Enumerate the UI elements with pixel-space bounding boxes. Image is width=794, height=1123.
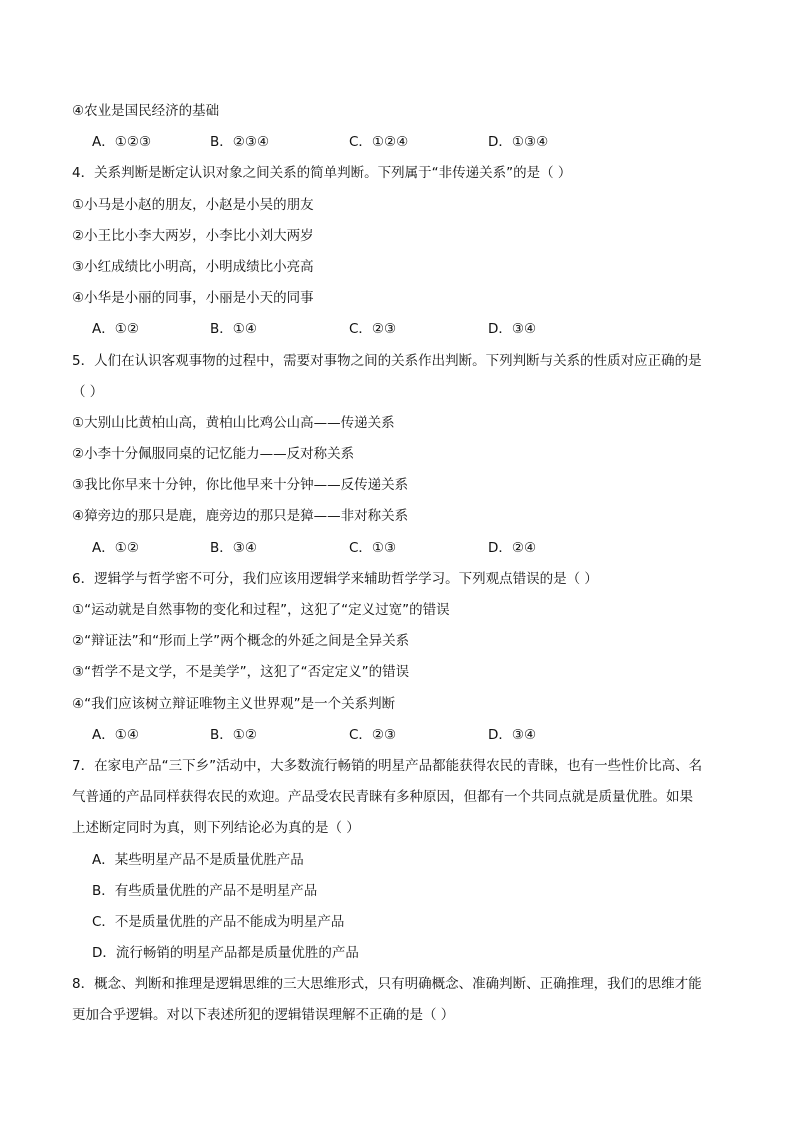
text-line: ③小红成绩比小明高，小明成绩比小亮高 (72, 258, 314, 275)
answer-option: C．②③ (349, 726, 397, 743)
text-line: 8．概念、判断和推理是逻辑思维的三大思维形式，只有明确概念、准确判断、正确推理，我们的思维才能 (72, 976, 702, 993)
text-line: 更加合乎逻辑。对以下表述所犯的逻辑错误理解不正确的是（ ） (72, 1007, 455, 1024)
answer-option: C．①②④ (349, 134, 409, 151)
answer-option: D．③④ (488, 726, 537, 743)
answer-option: A．①②③ (92, 134, 152, 151)
document-body (72, 99, 728, 1035)
text-line: ①大别山比黄柏山高，黄柏山比鸡公山高——传递关系 (72, 414, 395, 431)
text-line: 6．逻辑学与哲学密不可分，我们应该用逻辑学来辅助哲学学习。下列观点错误的是（ ） (72, 570, 598, 587)
text-line: 4．关系判断是断定认识对象之间关系的简单判断。下列属于“非传递关系”的是（ ） (72, 165, 572, 182)
text-line: 气普通的产品同样获得农民的欢迎。产品受农民青睐有多种原因，但都有一个共同点就是质量优胜。如果 (72, 789, 693, 806)
text-line: ②“辩证法”和“形而上学”两个概念的外延之间是全异关系 (72, 633, 410, 650)
answer-options-row (72, 536, 728, 567)
answer-options-row (72, 723, 728, 754)
text-line: ③我比你早来十分钟，你比他早来十分钟——反传递关系 (72, 477, 409, 494)
answer-option: A．①② (92, 321, 139, 338)
text-line: ①小马是小赵的朋友，小赵是小吴的朋友 (72, 196, 314, 213)
text-line: ④獐旁边的那只是鹿，鹿旁边的那只是獐——非对称关系 (72, 508, 409, 525)
answer-option: A．①② (92, 539, 139, 556)
answer-option-line: C．不是质量优胜的产品不能成为明星产品 (92, 913, 345, 930)
answer-option: D．③④ (488, 321, 537, 338)
answer-option: D．①③④ (488, 134, 549, 151)
answer-option: C．①③ (349, 539, 397, 556)
text-line: ④小华是小丽的同事，小丽是小天的同事 (72, 290, 314, 307)
answer-options-row (72, 317, 728, 348)
answer-option-line: D．流行畅销的明星产品都是质量优胜的产品 (92, 945, 359, 962)
text-line: 上述断定同时为真，则下列结论必为真的是（ ） (72, 820, 360, 837)
text-line: ①“运动就是自然事物的变化和过程”，这犯了“定义过宽”的错误 (72, 602, 450, 618)
answer-option: B．③④ (210, 539, 257, 556)
answer-option-line: B．有些质量优胜的产品不是明星产品 (92, 882, 318, 899)
answer-option-line: A．某些明星产品不是质量优胜产品 (92, 851, 304, 868)
text-line: ②小李十分佩服同桌的记忆能力——反对称关系 (72, 446, 355, 463)
answer-option: B．②③④ (210, 134, 270, 151)
text-line: （ ） (72, 383, 104, 400)
text-line: ③“哲学不是文学，不是美学”，这犯了“否定定义”的错误 (72, 664, 410, 681)
text-line: ②小王比小李大两岁，小李比小刘大两岁 (72, 227, 314, 244)
text-line: 5．人们在认识客观事物的过程中，需要对事物之间的关系作出判断。下列判断与关系的性质对应正确的是 (72, 352, 702, 369)
answer-options-row (72, 130, 728, 161)
answer-option: C．②③ (349, 321, 397, 338)
text-line: ④“我们应该树立辩证唯物主义世界观”是一个关系判断 (72, 695, 396, 712)
answer-option: B．①② (210, 726, 257, 743)
text-line: 7．在家电产品“三下乡”活动中，大多数流行畅销的明星产品都能获得农民的青睐，也有一些性价比高、名 (72, 757, 703, 774)
answer-option: B．①④ (210, 321, 257, 338)
text-line: ④农业是国民经济的基础 (72, 103, 220, 119)
answer-option: A．①④ (92, 726, 139, 743)
answer-option: D．②④ (488, 539, 537, 556)
